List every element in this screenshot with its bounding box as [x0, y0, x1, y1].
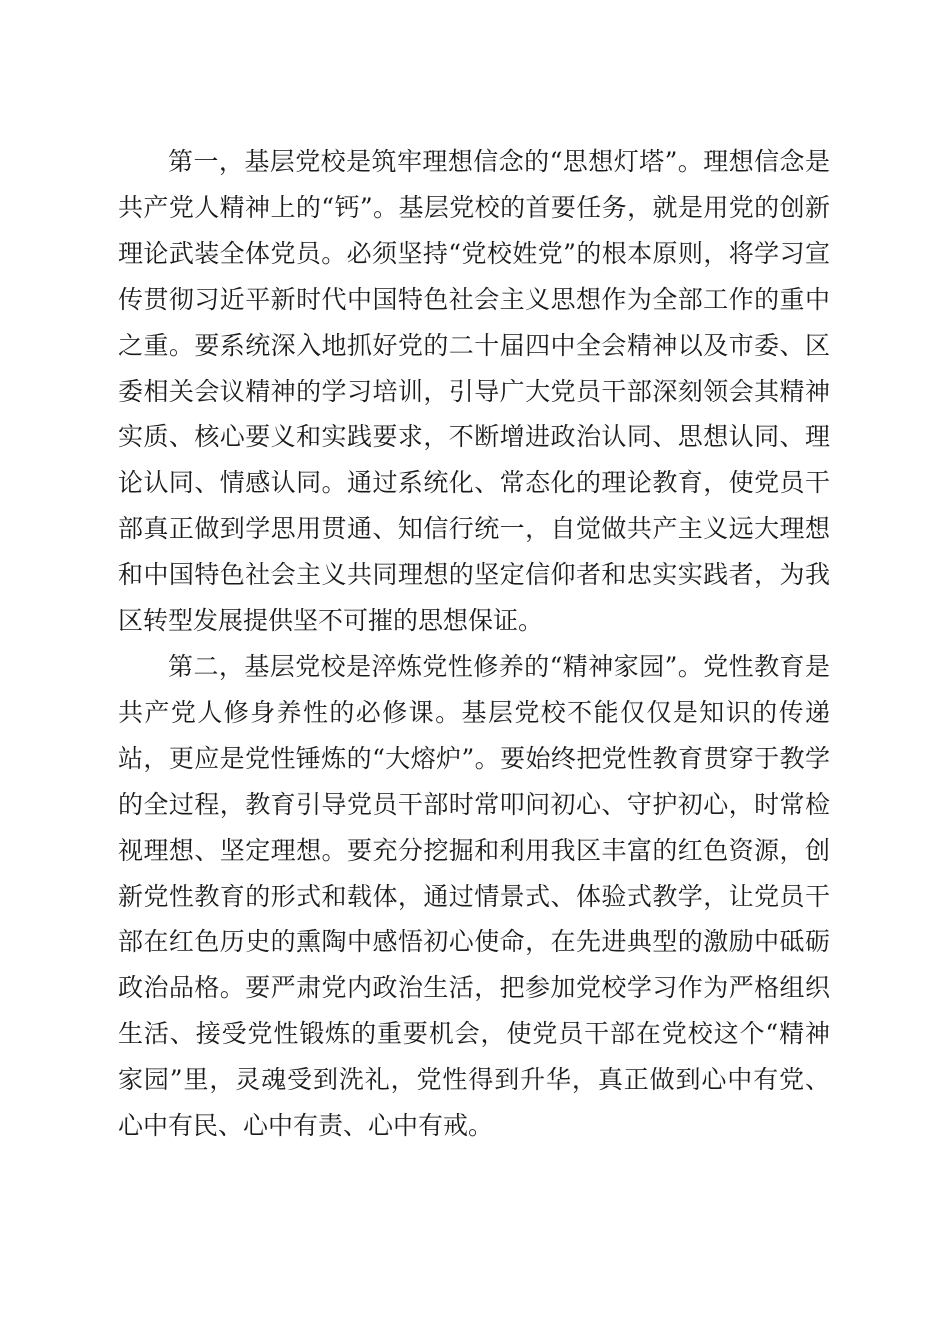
paragraph-1: 第一，基层党校是筑牢理想信念的“思想灯塔”。理想信念是共产党人精神上的“钙”。基层党校的首要任务，就是用党的创新理论武装全体党员。必须坚持“党校姓党”的根本原则，将学习宣传贯彻习近平新时代中国特色社会主义思想作为全部工作的重中之重。要系统深入地抓好党的二十届四中全会精神以及市委、区委相关会议精神的学习培训，引导广大党员干部深刻领会其精神实质、核心要义和实践要求，不断增进政治认同、思想认同、理论认同、情感认同。通过系统化、常态化的理论教育，使党员干部真正做到学思用贯通、知信行统一，自觉做共产主义远大理想和中国特色社会主义共同理想的坚定信仰者和忠实实践者，为我区转型发展提供坚不可摧的思想保证。: [118, 147, 830, 636]
paragraph-2: 第二，基层党校是淬炼党性修养的“精神家园”。党性教育是共产党人修身养性的必修课。基层党校不能仅仅是知识的传递站，更应是党性锤炼的“大熔炉”。要始终把党性教育贯穿于教学的全过程，教育引导党员干部时常叩问初心、守护初心，时常检视理想、坚定理想。要充分挖掘和利用我区丰富的红色资源，创新党性教育的形式和载体，通过情景式、体验式教学，让党员干部在红色历史的熏陶中感悟初心使命，在先进典型的激励中砥砺政治品格。要严肃党内政治生活，把参加党校学习作为严格组织生活、接受党性锻炼的重要机会，使党员干部在党校这个“精神家园”里，灵魂受到洗礼，党性得到升华，真正做到心中有党、心中有民、心中有责、心中有戒。: [118, 651, 830, 1141]
document-body: [118, 139, 830, 1149]
